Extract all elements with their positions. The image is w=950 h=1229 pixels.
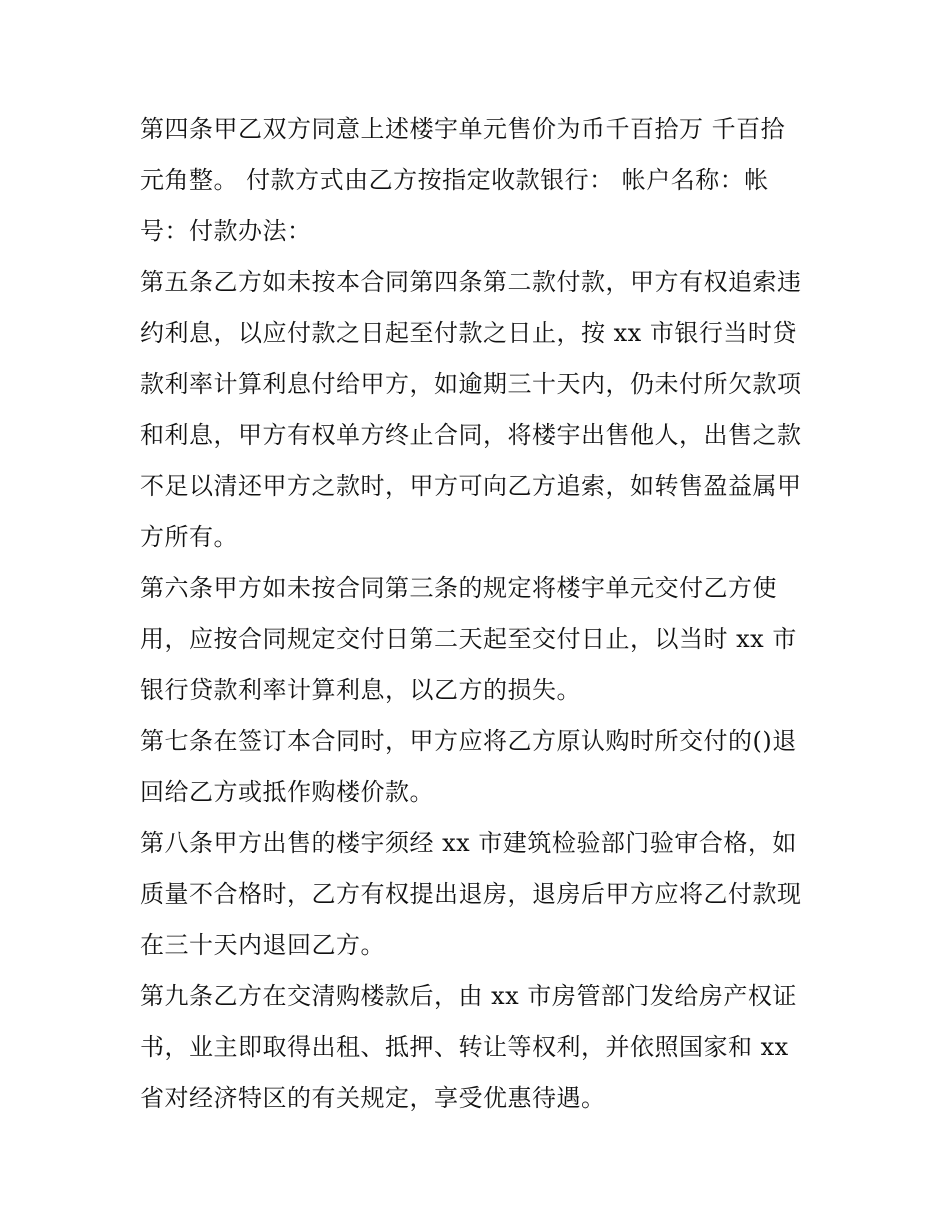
clause-nine: 第九条乙方在交清购楼款后，由 xx 市房管部门发给房产权证 书，业主即取得出租、抵押、转让等权利，并依照国家和 xx 省对经济特区的有关规定，享受优惠待遇。 xyxy=(140,982,797,1112)
document-body xyxy=(140,104,820,1124)
clause-four: 第四条甲乙双方同意上述楼宇单元售价为币千百拾万 千百拾 元角整。 付款方式由乙方按指定收款银行： 帐户名称：帐 号：付款办法： xyxy=(140,115,786,245)
clause-seven: 第七条在签订本合同时，甲方应将乙方原认购时所交付的()退 回给乙方或抵作购楼价款。 xyxy=(140,727,797,806)
clause-six: 第六条甲方如未按合同第三条的规定将楼宇单元交付乙方使 用，应按合同规定交付日第二天起至交付日止，以当时 xx 市 银行贷款利率计算利息，以乙方的损失。 xyxy=(140,574,797,704)
clause-eight: 第八条甲方出售的楼宇须经 xx 市建筑检验部门验审合格，如 质量不合格时，乙方有权提出退房，退房后甲方应将乙付款现 在三十天内退回乙方。 xyxy=(140,829,802,959)
clause-five: 第五条乙方如未按本合同第四条第二款付款，甲方有权追索违 约利息，以应付款之日起至付款之日止，按 xx 市银行当时贷 款利率计算利息付给甲方，如逾期三十天内，仍未付所欠款项 和利息，甲方有权单方终止合同，将楼宇出售他人，出售之款 不足以清还甲方之款时，甲方可向乙方追索，如转售盈益属甲 方所有。 xyxy=(140,268,802,551)
